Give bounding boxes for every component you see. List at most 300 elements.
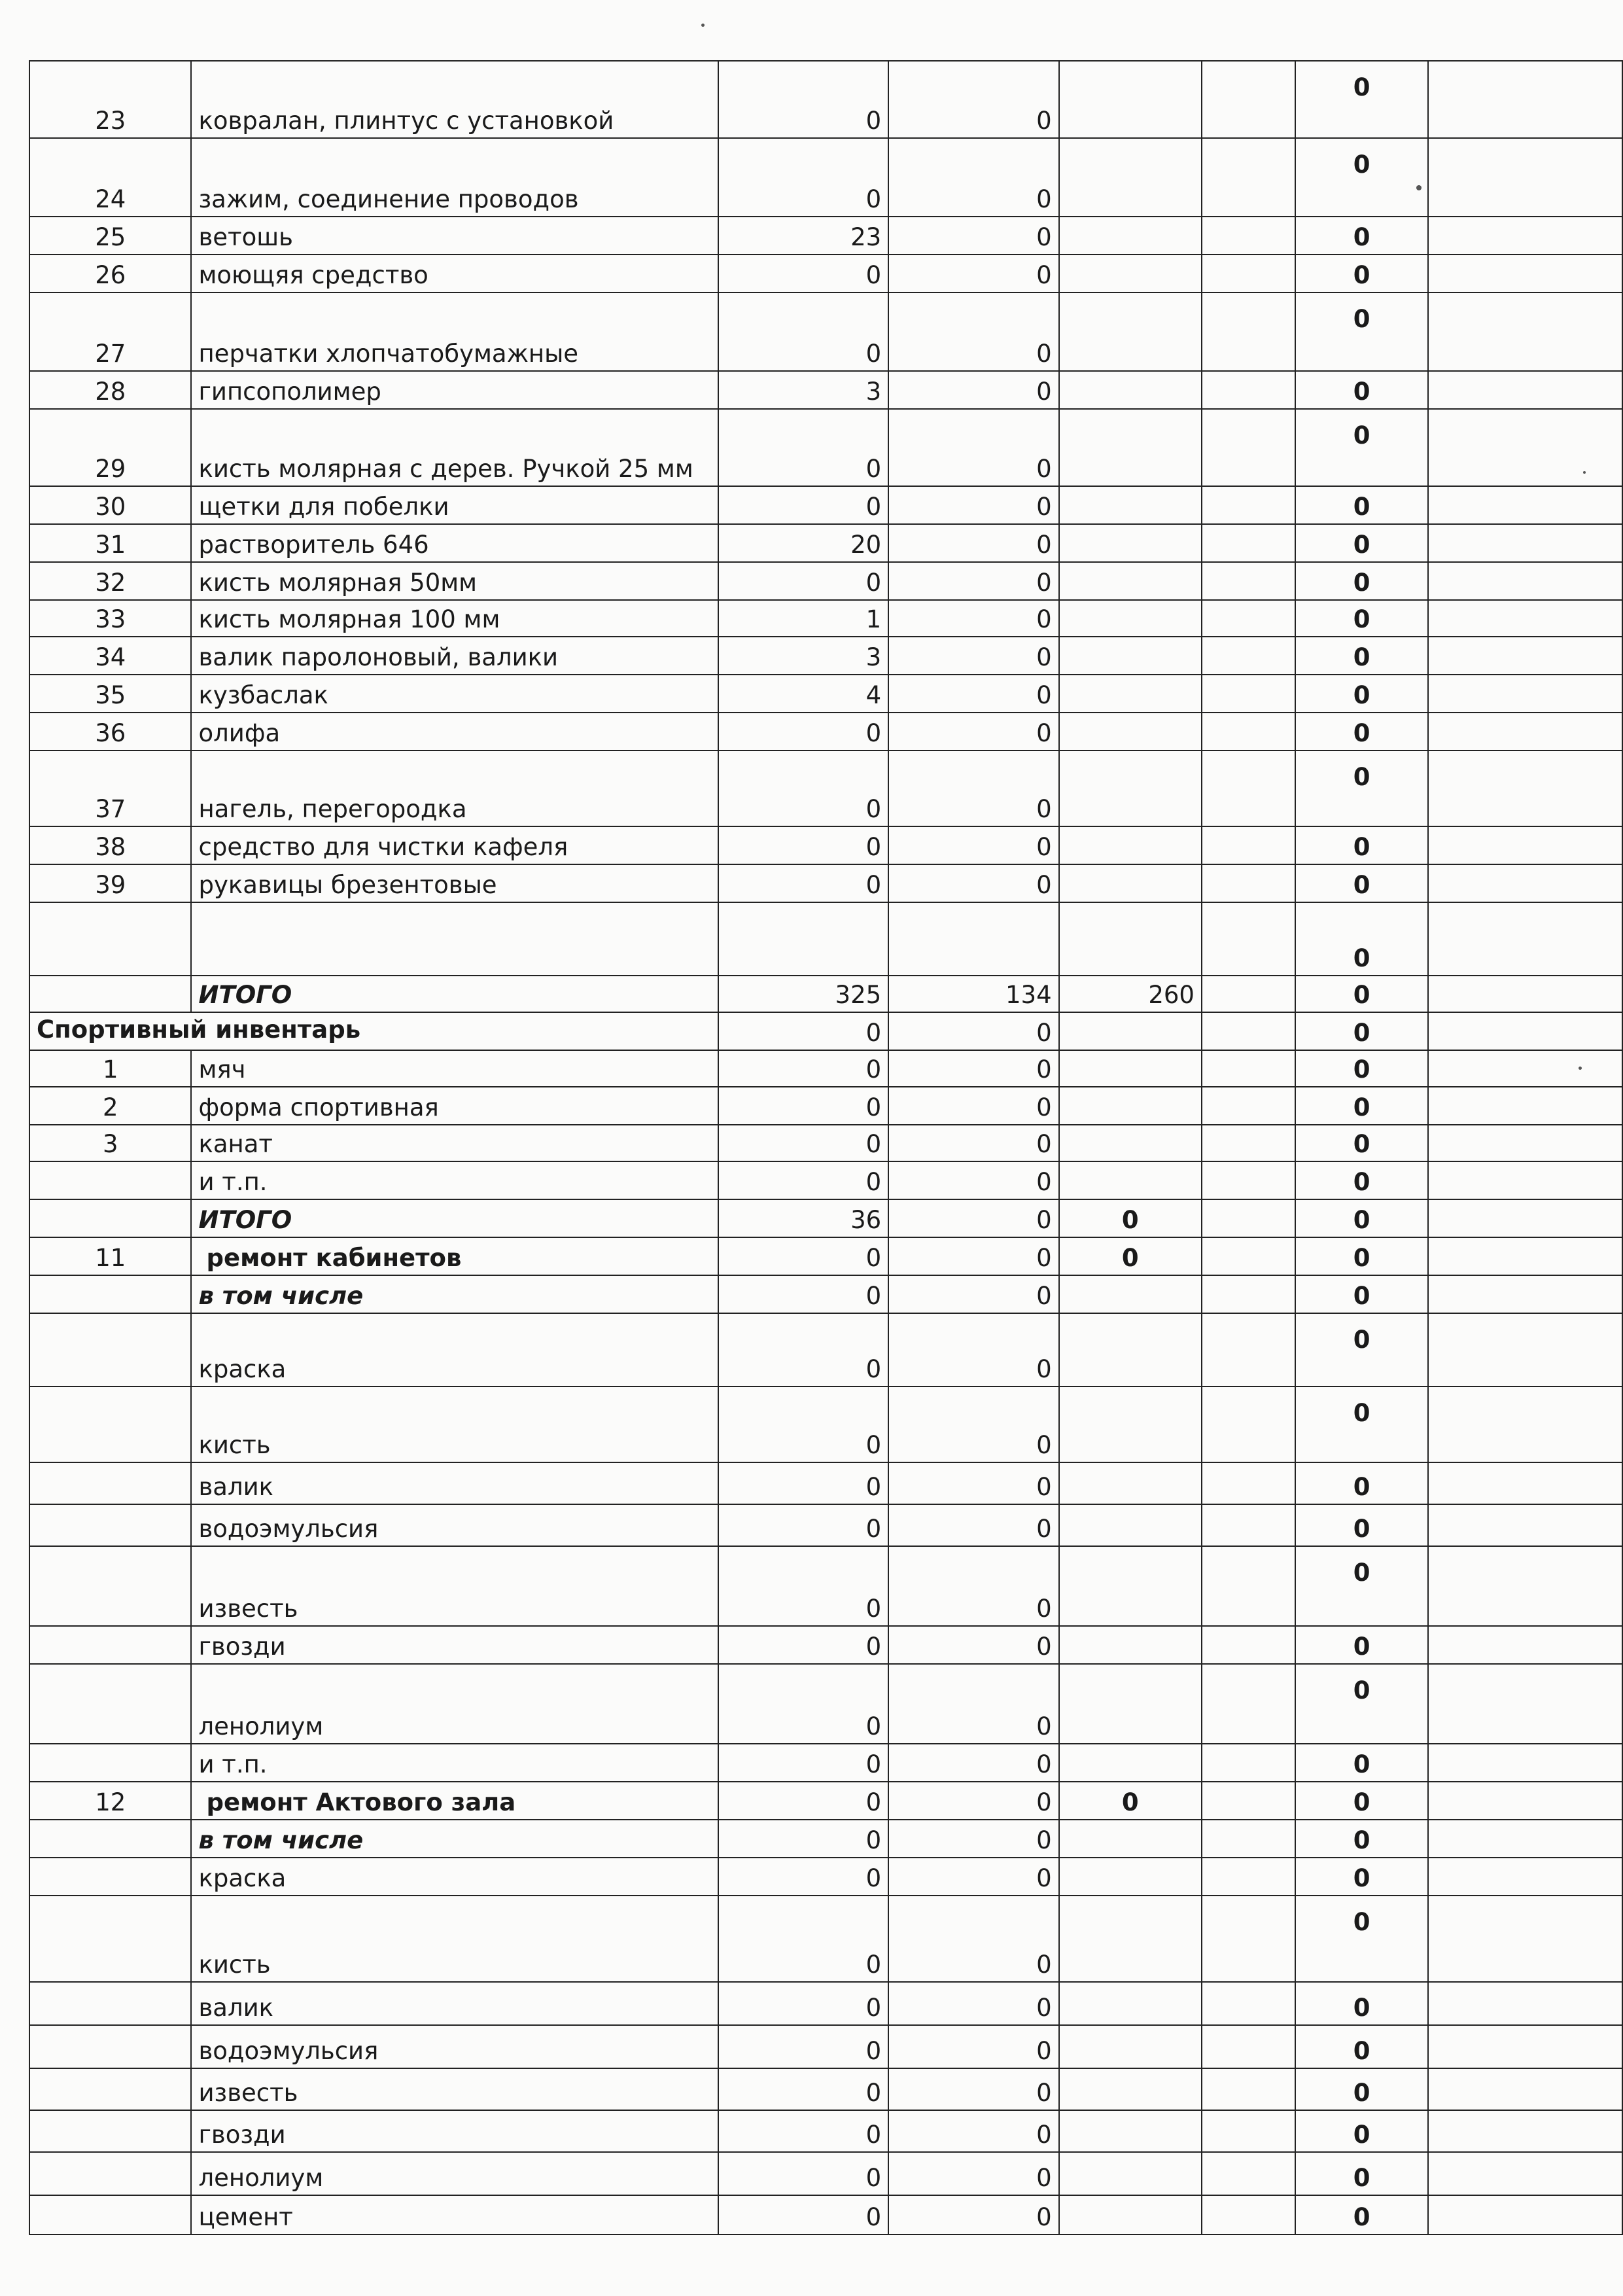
row-number: 35 bbox=[29, 675, 191, 713]
table-row bbox=[29, 1744, 1622, 1782]
empty-col-1 bbox=[1202, 637, 1295, 675]
total-col: 0 bbox=[1295, 1275, 1429, 1313]
empty-col-2 bbox=[1428, 138, 1622, 217]
table-row bbox=[29, 1982, 1622, 2025]
table-row bbox=[29, 2195, 1622, 2234]
table-row bbox=[29, 1782, 1622, 1820]
empty-col-1 bbox=[1202, 61, 1295, 138]
qty-col-2: 0 bbox=[888, 637, 1058, 675]
row-name: форма спортивная bbox=[191, 1087, 718, 1125]
qty-col-3 bbox=[1059, 902, 1202, 976]
empty-col-2 bbox=[1428, 864, 1622, 902]
table-row bbox=[29, 1504, 1622, 1546]
empty-col-1 bbox=[1202, 1237, 1295, 1275]
qty-col-1: 0 bbox=[718, 409, 888, 486]
qty-col-2: 0 bbox=[888, 1199, 1058, 1237]
empty-col-2 bbox=[1428, 1161, 1622, 1199]
qty-col-1: 0 bbox=[718, 1087, 888, 1125]
row-number bbox=[29, 1386, 191, 1462]
qty-col-3 bbox=[1059, 1462, 1202, 1504]
empty-col-2 bbox=[1428, 713, 1622, 751]
qty-col-3 bbox=[1059, 675, 1202, 713]
table-row bbox=[29, 255, 1622, 292]
row-name: кисть молярная с дерев. Ручкой 25 мм bbox=[191, 409, 718, 486]
qty-col-1: 0 bbox=[718, 2152, 888, 2195]
empty-col-2 bbox=[1428, 255, 1622, 292]
total-col: 0 bbox=[1295, 524, 1429, 562]
table-row bbox=[29, 1050, 1622, 1087]
table-row bbox=[29, 751, 1622, 826]
qty-col-1: 0 bbox=[718, 1626, 888, 1664]
qty-col-1: 0 bbox=[718, 1125, 888, 1161]
row-name: ветошь bbox=[191, 217, 718, 255]
empty-col-2 bbox=[1428, 600, 1622, 637]
empty-col-2 bbox=[1428, 2110, 1622, 2152]
row-name: в том числе bbox=[191, 1275, 718, 1313]
empty-col-1 bbox=[1202, 1050, 1295, 1087]
qty-col-1: 0 bbox=[718, 1982, 888, 2025]
qty-col-3 bbox=[1059, 2195, 1202, 2234]
qty-col-3 bbox=[1059, 864, 1202, 902]
qty-col-1: 0 bbox=[718, 1744, 888, 1782]
empty-col-1 bbox=[1202, 292, 1295, 371]
empty-col-2 bbox=[1428, 826, 1622, 864]
empty-col-2 bbox=[1428, 1237, 1622, 1275]
row-name: и т.п. bbox=[191, 1744, 718, 1782]
empty-col-2 bbox=[1428, 1125, 1622, 1161]
total-col: 0 bbox=[1295, 255, 1429, 292]
qty-col-2: 0 bbox=[888, 1386, 1058, 1462]
row-name: моющяя средство bbox=[191, 255, 718, 292]
empty-col-1 bbox=[1202, 562, 1295, 600]
empty-col-2 bbox=[1428, 1275, 1622, 1313]
empty-col-2 bbox=[1428, 486, 1622, 524]
empty-col-1 bbox=[1202, 1462, 1295, 1504]
empty-col-1 bbox=[1202, 1012, 1295, 1050]
qty-col-1: 0 bbox=[718, 864, 888, 902]
table-row bbox=[29, 562, 1622, 600]
total-col: 0 bbox=[1295, 486, 1429, 524]
qty-col-1: 0 bbox=[718, 486, 888, 524]
row-number bbox=[29, 976, 191, 1012]
empty-col-2 bbox=[1428, 524, 1622, 562]
total-col: 0 bbox=[1295, 1782, 1429, 1820]
qty-col-1: 0 bbox=[718, 1546, 888, 1626]
qty-col-1: 0 bbox=[718, 1782, 888, 1820]
table-row bbox=[29, 2025, 1622, 2068]
total-col: 0 bbox=[1295, 1313, 1429, 1386]
empty-col-2 bbox=[1428, 409, 1622, 486]
qty-col-2: 0 bbox=[888, 217, 1058, 255]
qty-col-2: 0 bbox=[888, 524, 1058, 562]
table-row bbox=[29, 675, 1622, 713]
row-number: 26 bbox=[29, 255, 191, 292]
table-row bbox=[29, 713, 1622, 751]
empty-col-1 bbox=[1202, 713, 1295, 751]
table-row bbox=[29, 1125, 1622, 1161]
empty-col-2 bbox=[1428, 292, 1622, 371]
total-col: 0 bbox=[1295, 2025, 1429, 2068]
qty-col-1: 36 bbox=[718, 1199, 888, 1237]
qty-col-2: 0 bbox=[888, 1546, 1058, 1626]
row-name: рукавицы брезентовые bbox=[191, 864, 718, 902]
scan-speck bbox=[1579, 1067, 1582, 1070]
table-row bbox=[29, 1275, 1622, 1313]
qty-col-1: 0 bbox=[718, 1858, 888, 1896]
qty-col-2: 0 bbox=[888, 255, 1058, 292]
row-number: 37 bbox=[29, 751, 191, 826]
row-name: ленолиум bbox=[191, 2152, 718, 2195]
qty-col-1: 0 bbox=[718, 255, 888, 292]
total-col: 0 bbox=[1295, 2110, 1429, 2152]
empty-col-1 bbox=[1202, 255, 1295, 292]
row-number bbox=[29, 1462, 191, 1504]
table-row bbox=[29, 637, 1622, 675]
qty-col-2: 0 bbox=[888, 1313, 1058, 1386]
empty-col-1 bbox=[1202, 2068, 1295, 2110]
empty-col-1 bbox=[1202, 1199, 1295, 1237]
empty-col-1 bbox=[1202, 1858, 1295, 1896]
table-row bbox=[29, 1087, 1622, 1125]
qty-col-1: 0 bbox=[718, 1050, 888, 1087]
row-number: 2 bbox=[29, 1087, 191, 1125]
row-name: валик паролоновый, валики bbox=[191, 637, 718, 675]
row-name: средство для чистки кафеля bbox=[191, 826, 718, 864]
empty-col-1 bbox=[1202, 864, 1295, 902]
qty-col-3 bbox=[1059, 409, 1202, 486]
qty-col-1: 325 bbox=[718, 976, 888, 1012]
qty-col-2: 0 bbox=[888, 2110, 1058, 2152]
empty-col-2 bbox=[1428, 1462, 1622, 1504]
row-number: 39 bbox=[29, 864, 191, 902]
total-col: 0 bbox=[1295, 1744, 1429, 1782]
row-name: кисть молярная 100 мм bbox=[191, 600, 718, 637]
table-row bbox=[29, 292, 1622, 371]
empty-col-1 bbox=[1202, 675, 1295, 713]
qty-col-1: 0 bbox=[718, 2068, 888, 2110]
qty-col-1: 0 bbox=[718, 1237, 888, 1275]
empty-col-2 bbox=[1428, 1546, 1622, 1626]
total-col: 0 bbox=[1295, 864, 1429, 902]
row-name: валик bbox=[191, 1462, 718, 1504]
qty-col-3 bbox=[1059, 1546, 1202, 1626]
table-row bbox=[29, 524, 1622, 562]
table-row bbox=[29, 2152, 1622, 2195]
empty-col-1 bbox=[1202, 1504, 1295, 1546]
empty-col-1 bbox=[1202, 371, 1295, 409]
qty-col-3 bbox=[1059, 486, 1202, 524]
qty-col-3 bbox=[1059, 2152, 1202, 2195]
row-name: известь bbox=[191, 1546, 718, 1626]
total-col: 0 bbox=[1295, 292, 1429, 371]
row-number bbox=[29, 1744, 191, 1782]
row-name: и т.п. bbox=[191, 1161, 718, 1199]
empty-col-2 bbox=[1428, 1664, 1622, 1744]
row-number: 27 bbox=[29, 292, 191, 371]
row-number bbox=[29, 1664, 191, 1744]
empty-col-2 bbox=[1428, 1087, 1622, 1125]
empty-col-1 bbox=[1202, 217, 1295, 255]
qty-col-2: 0 bbox=[888, 1858, 1058, 1896]
total-col: 0 bbox=[1295, 1199, 1429, 1237]
row-number bbox=[29, 1161, 191, 1199]
qty-col-3 bbox=[1059, 600, 1202, 637]
empty-col-2 bbox=[1428, 637, 1622, 675]
empty-col-1 bbox=[1202, 409, 1295, 486]
qty-col-1 bbox=[718, 902, 888, 976]
total-col: 0 bbox=[1295, 1896, 1429, 1982]
row-number: 25 bbox=[29, 217, 191, 255]
row-number bbox=[29, 1896, 191, 1982]
total-col: 0 bbox=[1295, 1050, 1429, 1087]
total-col: 0 bbox=[1295, 61, 1429, 138]
qty-col-1: 0 bbox=[718, 713, 888, 751]
total-col: 0 bbox=[1295, 976, 1429, 1012]
qty-col-3 bbox=[1059, 1626, 1202, 1664]
total-col: 0 bbox=[1295, 1161, 1429, 1199]
qty-col-1: 0 bbox=[718, 562, 888, 600]
table-row bbox=[29, 1237, 1622, 1275]
empty-col-1 bbox=[1202, 1386, 1295, 1462]
qty-col-2: 0 bbox=[888, 1237, 1058, 1275]
empty-col-2 bbox=[1428, 217, 1622, 255]
empty-col-2 bbox=[1428, 2152, 1622, 2195]
table-row bbox=[29, 1546, 1622, 1626]
empty-col-2 bbox=[1428, 1626, 1622, 1664]
row-number: 31 bbox=[29, 524, 191, 562]
table-body bbox=[29, 61, 1622, 2234]
qty-col-3 bbox=[1059, 61, 1202, 138]
qty-col-1: 0 bbox=[718, 1313, 888, 1386]
empty-col-1 bbox=[1202, 1125, 1295, 1161]
qty-col-2: 0 bbox=[888, 1462, 1058, 1504]
row-name: ремонт кабинетов bbox=[191, 1237, 718, 1275]
qty-col-2: 0 bbox=[888, 371, 1058, 409]
empty-col-1 bbox=[1202, 1982, 1295, 2025]
qty-col-3 bbox=[1059, 1050, 1202, 1087]
table-row bbox=[29, 1858, 1622, 1896]
qty-col-1: 20 bbox=[718, 524, 888, 562]
empty-col-1 bbox=[1202, 138, 1295, 217]
table-row bbox=[29, 486, 1622, 524]
empty-col-2 bbox=[1428, 1199, 1622, 1237]
table-row bbox=[29, 138, 1622, 217]
qty-col-3 bbox=[1059, 1858, 1202, 1896]
qty-col-3 bbox=[1059, 1896, 1202, 1982]
row-number: 30 bbox=[29, 486, 191, 524]
row-number bbox=[29, 1546, 191, 1626]
empty-col-2 bbox=[1428, 1744, 1622, 1782]
row-number: 34 bbox=[29, 637, 191, 675]
total-col: 0 bbox=[1295, 2195, 1429, 2234]
row-name: краска bbox=[191, 1858, 718, 1896]
total-col: 0 bbox=[1295, 1626, 1429, 1664]
qty-col-2: 0 bbox=[888, 1275, 1058, 1313]
total-col: 0 bbox=[1295, 675, 1429, 713]
table-row bbox=[29, 1386, 1622, 1462]
empty-col-2 bbox=[1428, 2025, 1622, 2068]
qty-col-2: 0 bbox=[888, 486, 1058, 524]
empty-col-1 bbox=[1202, 1546, 1295, 1626]
qty-col-3 bbox=[1059, 217, 1202, 255]
total-col: 0 bbox=[1295, 217, 1429, 255]
table-row bbox=[29, 61, 1622, 138]
row-number: 28 bbox=[29, 371, 191, 409]
table-row bbox=[29, 600, 1622, 637]
qty-col-2: 0 bbox=[888, 1504, 1058, 1546]
empty-col-1 bbox=[1202, 1087, 1295, 1125]
row-number bbox=[29, 1313, 191, 1386]
row-name: валик bbox=[191, 1982, 718, 2025]
total-col: 0 bbox=[1295, 2152, 1429, 2195]
qty-col-2: 0 bbox=[888, 1125, 1058, 1161]
row-name: водоэмульсия bbox=[191, 2025, 718, 2068]
qty-col-1: 0 bbox=[718, 1012, 888, 1050]
qty-col-3 bbox=[1059, 1386, 1202, 1462]
row-name: ремонт Актового зала bbox=[191, 1782, 718, 1820]
qty-col-3: 0 bbox=[1059, 1199, 1202, 1237]
table-row bbox=[29, 1462, 1622, 1504]
qty-col-3 bbox=[1059, 2068, 1202, 2110]
empty-col-1 bbox=[1202, 2110, 1295, 2152]
row-number: 1 bbox=[29, 1050, 191, 1087]
row-number: 33 bbox=[29, 600, 191, 637]
row-number bbox=[29, 2195, 191, 2234]
empty-col-2 bbox=[1428, 976, 1622, 1012]
qty-col-1: 23 bbox=[718, 217, 888, 255]
qty-col-1: 0 bbox=[718, 1504, 888, 1546]
empty-col-2 bbox=[1428, 1050, 1622, 1087]
empty-col-1 bbox=[1202, 976, 1295, 1012]
empty-col-2 bbox=[1428, 1504, 1622, 1546]
total-col: 0 bbox=[1295, 138, 1429, 217]
table-row bbox=[29, 1664, 1622, 1744]
row-name: зажим, соединение проводов bbox=[191, 138, 718, 217]
qty-col-3 bbox=[1059, 1664, 1202, 1744]
row-name: кузбаслак bbox=[191, 675, 718, 713]
qty-col-3 bbox=[1059, 371, 1202, 409]
qty-col-2: 0 bbox=[888, 61, 1058, 138]
qty-col-2: 0 bbox=[888, 1782, 1058, 1820]
empty-col-1 bbox=[1202, 1782, 1295, 1820]
qty-col-2: 0 bbox=[888, 713, 1058, 751]
empty-col-2 bbox=[1428, 902, 1622, 976]
total-col: 0 bbox=[1295, 371, 1429, 409]
qty-col-2: 0 bbox=[888, 562, 1058, 600]
qty-col-3 bbox=[1059, 1161, 1202, 1199]
empty-col-1 bbox=[1202, 1313, 1295, 1386]
total-col: 0 bbox=[1295, 562, 1429, 600]
qty-col-2: 0 bbox=[888, 1012, 1058, 1050]
table-row bbox=[29, 1313, 1622, 1386]
row-number: 24 bbox=[29, 138, 191, 217]
empty-col-1 bbox=[1202, 2195, 1295, 2234]
qty-col-3 bbox=[1059, 637, 1202, 675]
empty-col-2 bbox=[1428, 1012, 1622, 1050]
row-name: ленолиум bbox=[191, 1664, 718, 1744]
qty-col-1: 3 bbox=[718, 371, 888, 409]
qty-col-1: 0 bbox=[718, 1896, 888, 1982]
qty-col-1: 0 bbox=[718, 826, 888, 864]
row-name: гвозди bbox=[191, 1626, 718, 1664]
qty-col-1: 0 bbox=[718, 1275, 888, 1313]
empty-col-2 bbox=[1428, 1820, 1622, 1858]
qty-col-2: 0 bbox=[888, 1820, 1058, 1858]
qty-col-3: 0 bbox=[1059, 1237, 1202, 1275]
table-row bbox=[29, 1199, 1622, 1237]
total-col: 0 bbox=[1295, 1012, 1429, 1050]
row-name: мяч bbox=[191, 1050, 718, 1087]
row-name: известь bbox=[191, 2068, 718, 2110]
empty-col-1 bbox=[1202, 486, 1295, 524]
qty-col-2: 0 bbox=[888, 826, 1058, 864]
table-row bbox=[29, 1820, 1622, 1858]
empty-col-2 bbox=[1428, 1982, 1622, 2025]
qty-col-3: 260 bbox=[1059, 976, 1202, 1012]
qty-col-3: 0 bbox=[1059, 1782, 1202, 1820]
qty-col-1: 0 bbox=[718, 1462, 888, 1504]
row-number: 12 bbox=[29, 1782, 191, 1820]
scan-speck bbox=[1416, 185, 1422, 190]
qty-col-2: 0 bbox=[888, 751, 1058, 826]
qty-col-2: 0 bbox=[888, 292, 1058, 371]
empty-col-2 bbox=[1428, 2068, 1622, 2110]
qty-col-2: 134 bbox=[888, 976, 1058, 1012]
total-col: 0 bbox=[1295, 751, 1429, 826]
qty-col-2: 0 bbox=[888, 1744, 1058, 1782]
row-number bbox=[29, 1199, 191, 1237]
qty-col-1: 0 bbox=[718, 1161, 888, 1199]
qty-col-1: 0 bbox=[718, 1664, 888, 1744]
empty-col-1 bbox=[1202, 1626, 1295, 1664]
empty-col-1 bbox=[1202, 1820, 1295, 1858]
row-name: олифа bbox=[191, 713, 718, 751]
row-number: 11 bbox=[29, 1237, 191, 1275]
empty-col-2 bbox=[1428, 1896, 1622, 1982]
qty-col-1: 0 bbox=[718, 61, 888, 138]
qty-col-2: 0 bbox=[888, 2068, 1058, 2110]
qty-col-3 bbox=[1059, 1744, 1202, 1782]
scan-speck bbox=[701, 24, 705, 27]
qty-col-2: 0 bbox=[888, 600, 1058, 637]
total-col: 0 bbox=[1295, 2068, 1429, 2110]
qty-col-2: 0 bbox=[888, 1982, 1058, 2025]
qty-col-2: 0 bbox=[888, 138, 1058, 217]
empty-col-2 bbox=[1428, 2195, 1622, 2234]
row-name: кисть bbox=[191, 1386, 718, 1462]
qty-col-2: 0 bbox=[888, 1664, 1058, 1744]
qty-col-3 bbox=[1059, 826, 1202, 864]
row-name: кисть молярная 50мм bbox=[191, 562, 718, 600]
qty-col-3 bbox=[1059, 524, 1202, 562]
table-row bbox=[29, 1896, 1622, 1982]
total-col: 0 bbox=[1295, 637, 1429, 675]
row-name: цемент bbox=[191, 2195, 718, 2234]
row-number: 36 bbox=[29, 713, 191, 751]
total-col: 0 bbox=[1295, 600, 1429, 637]
qty-col-1: 3 bbox=[718, 637, 888, 675]
row-number bbox=[29, 1504, 191, 1546]
row-number bbox=[29, 2110, 191, 2152]
row-number bbox=[29, 1626, 191, 1664]
table-row bbox=[29, 371, 1622, 409]
qty-col-2: 0 bbox=[888, 1161, 1058, 1199]
qty-col-3 bbox=[1059, 562, 1202, 600]
qty-col-1: 0 bbox=[718, 1386, 888, 1462]
empty-col-2 bbox=[1428, 562, 1622, 600]
row-name: ИТОГО bbox=[191, 976, 718, 1012]
row-name: щетки для побелки bbox=[191, 486, 718, 524]
